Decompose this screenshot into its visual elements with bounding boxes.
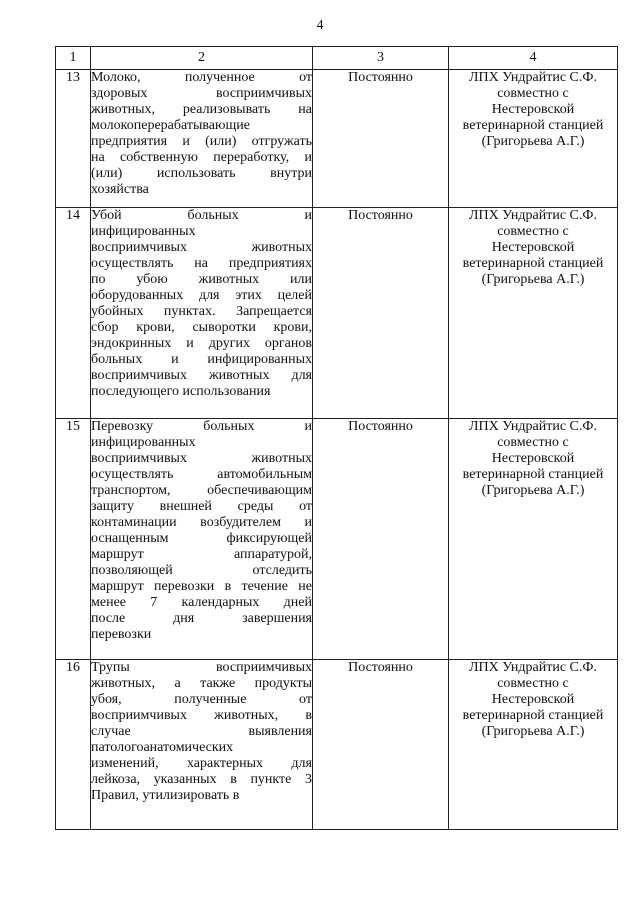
description-line: сбор крови, сыворотки крови, (91, 320, 312, 335)
responsible-line: ЛПХ Ундрайтис С.Ф. (469, 208, 597, 223)
description-line: предприятия и (или) отгружать (91, 134, 312, 149)
row-description (91, 660, 313, 830)
header-col-1: 1 (56, 47, 91, 70)
description-line: по убою животных или (91, 272, 312, 287)
description-line: защиту внешней среды от (91, 499, 312, 514)
description-line: Трупы восприимчивых (91, 660, 312, 675)
description-line: восприимчивых животных, в (91, 708, 312, 723)
table-row (56, 208, 618, 419)
description-line: здоровых восприимчивых (91, 86, 312, 101)
row-responsible (449, 70, 618, 208)
row-number: 16 (56, 660, 91, 830)
responsible-line: ветеринарной станцией (462, 467, 604, 482)
description-line: восприимчивых животных (91, 451, 312, 466)
description-line: перевозки (91, 627, 152, 642)
responsible-line: совместно с (497, 676, 569, 691)
responsible-line: совместно с (497, 435, 569, 450)
table-row (56, 660, 618, 830)
table-row (56, 419, 618, 660)
row-number: 15 (56, 419, 91, 660)
row-description (91, 208, 313, 419)
table-body (56, 70, 618, 830)
description-line: убойных пунктах. Запрещается (91, 304, 312, 319)
header-col-3: 3 (313, 47, 449, 70)
description-line: восприимчивых животных для (91, 368, 312, 383)
description-line: изменений, характерных для (91, 756, 312, 771)
row-term: Постоянно (313, 419, 449, 660)
description-line: эндокринных и других органов (91, 336, 312, 351)
row-number: 13 (56, 70, 91, 208)
responsible-line: Нестеровской (491, 451, 575, 466)
responsible-line: ветеринарной станцией (462, 256, 604, 271)
description-line: (или) использовать внутри (91, 166, 312, 181)
description-line: транспортом, обеспечивающим (91, 483, 312, 498)
row-number: 14 (56, 208, 91, 419)
responsible-line: ЛПХ Ундрайтис С.Ф. (469, 419, 597, 434)
header-col-2: 2 (91, 47, 313, 70)
description-line: Правил, утилизировать в (91, 788, 240, 803)
description-line: маршрут аппаратурой, (91, 547, 312, 562)
description-line: оснащенным фиксирующей (91, 531, 312, 546)
description-line: менее 7 календарных дней (91, 595, 312, 610)
responsible-line: ветеринарной станцией (462, 708, 604, 723)
header-col-4: 4 (449, 47, 618, 70)
description-line: маршрут перевозки в течение не (91, 579, 312, 594)
responsible-line: совместно с (497, 86, 569, 101)
measures-table (55, 46, 618, 830)
description-line: осуществлять автомобильным (91, 467, 312, 482)
row-term: Постоянно (313, 208, 449, 419)
description-line: позволяющей отследить (91, 563, 312, 578)
description-line: Молоко, полученное от (91, 70, 312, 85)
responsible-line: (Григорьева А.Г.) (481, 724, 585, 739)
row-responsible (449, 419, 618, 660)
responsible-line: Нестеровской (491, 240, 575, 255)
row-term: Постоянно (313, 660, 449, 830)
description-line: хозяйства (91, 182, 149, 197)
row-responsible (449, 208, 618, 419)
description-line: последующего использования (91, 384, 271, 399)
row-description (91, 70, 313, 208)
description-line: убоя, полученные от (91, 692, 312, 707)
description-line: животных, а также продукты (91, 676, 312, 691)
responsible-line: совместно с (497, 224, 569, 239)
page-number: 4 (316, 18, 324, 33)
description-line: Убой больных и (91, 208, 312, 223)
description-line: осуществлять на предприятиях (91, 256, 312, 271)
responsible-line: (Григорьева А.Г.) (481, 272, 585, 287)
description-line: инфицированных (91, 224, 196, 239)
description-line: контаминации возбудителем и (91, 515, 312, 530)
description-line: случае выявления (91, 724, 312, 739)
responsible-line: Нестеровской (491, 692, 575, 707)
responsible-line: Нестеровской (491, 102, 575, 117)
description-line: лейкоза, указанных в пункте 3 (91, 772, 312, 787)
responsible-line: ЛПХ Ундрайтис С.Ф. (469, 70, 597, 85)
responsible-line: (Григорьева А.Г.) (481, 134, 585, 149)
description-line: инфицированных (91, 435, 196, 450)
row-term: Постоянно (313, 70, 449, 208)
description-line: Перевозку больных и (91, 419, 312, 434)
description-line: на собственную переработку, и (91, 150, 312, 165)
description-line: животных, реализовывать на (91, 102, 312, 117)
responsible-line: ЛПХ Ундрайтис С.Ф. (469, 660, 597, 675)
row-description (91, 419, 313, 660)
description-line: после дня завершения (91, 611, 312, 626)
header-row (56, 47, 618, 70)
row-responsible (449, 660, 618, 830)
responsible-line: (Григорьева А.Г.) (481, 483, 585, 498)
description-line: молокоперерабатывающие (91, 118, 250, 133)
table-row (56, 70, 618, 208)
description-line: оборудованных для этих целей (91, 288, 312, 303)
description-line: восприимчивых животных (91, 240, 312, 255)
description-line: патологоанатомических (91, 740, 234, 755)
description-line: больных и инфицированных (91, 352, 312, 367)
responsible-line: ветеринарной станцией (462, 118, 604, 133)
